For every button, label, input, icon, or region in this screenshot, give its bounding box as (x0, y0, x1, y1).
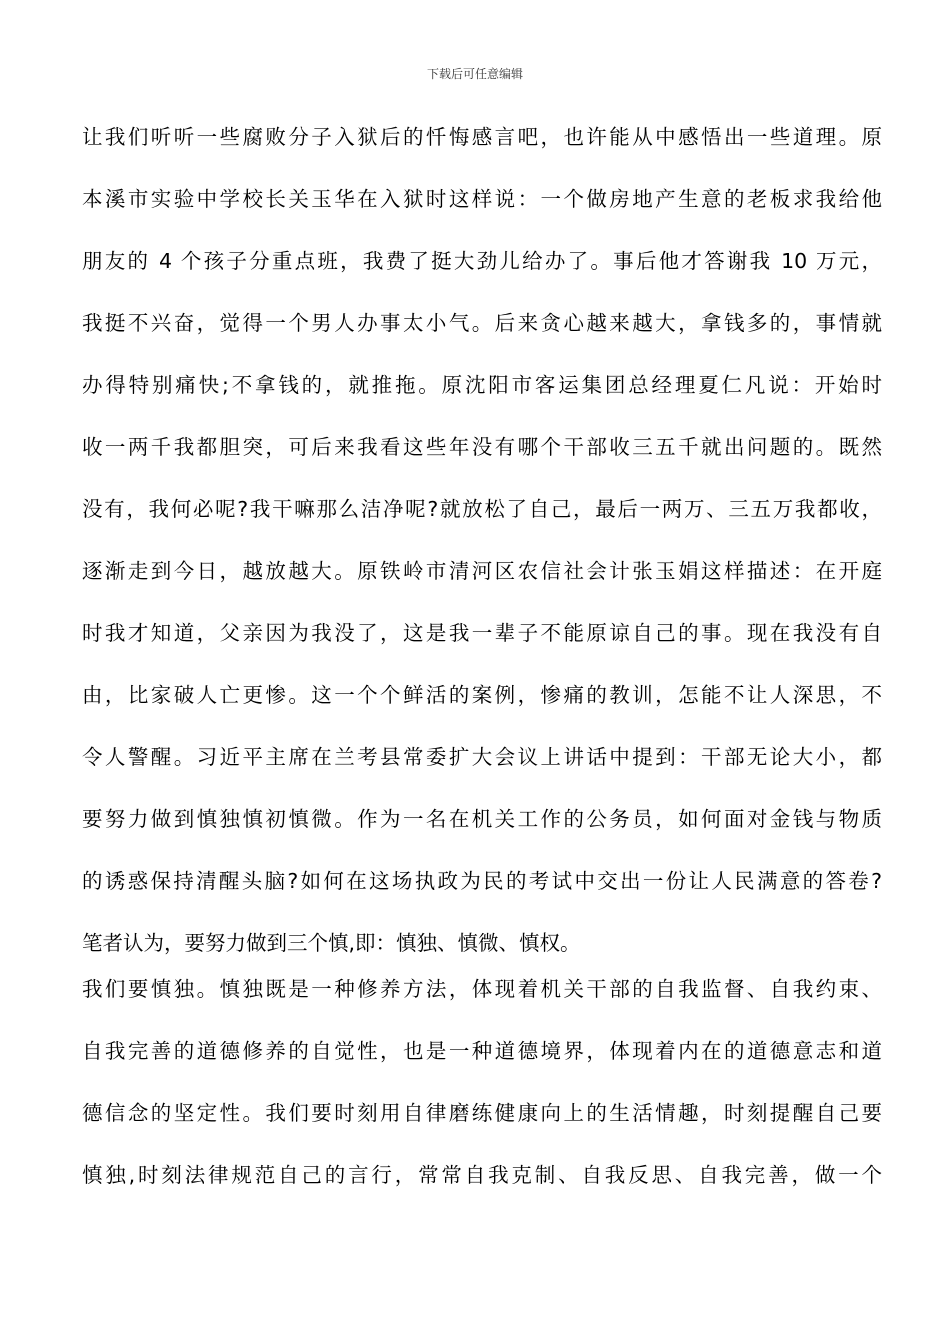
text-line: 笔者认为，要努力做到三个慎,即：慎独、慎微、慎权。 (82, 931, 581, 955)
text-line: 我们要慎独。慎独既是一种修养方法，体现着机关干部的自我监督、自我约束、 (82, 977, 882, 1001)
text-line: 收一两千我都胆突，可后来我看这些年没有哪个干部收三五千就出问题的。既然 (82, 435, 882, 459)
text-line: 逐渐走到今日，越放越大。原铁岭市清河区农信社会计张玉娟这样描述：在开庭 (82, 559, 882, 583)
body-text (82, 116, 882, 1216)
text-line: 没有，我何必呢?我干嘛那么洁净呢?就放松了自己，最后一两万、三五万我都收， (82, 497, 882, 521)
text-line: 的诱惑保持清醒头脑?如何在这场执政为民的考试中交出一份让人民满意的答卷? (82, 869, 882, 893)
text-line: 令人警醒。习近平主席在兰考县常委扩大会议上讲话中提到：干部无论大小，都 (82, 745, 882, 769)
text-line: 要努力做到慎独慎初慎微。作为一名在机关工作的公务员，如何面对金钱与物质 (82, 807, 882, 831)
text-line: 慎独,时刻法律规范自己的言行，常常自我克制、自我反思、自我完善，做一个 (82, 1163, 882, 1187)
text-line: 我挺不兴奋，觉得一个男人办事太小气。后来贪心越来越大，拿钱多的，事情就 (82, 311, 882, 335)
text-line: 让我们听听一些腐败分子入狱后的忏悔感言吧，也许能从中感悟出一些道理。原 (82, 125, 882, 149)
page-header: 下载后可任意编辑 (426, 67, 523, 81)
text-line: 朋友的 4 个孩子分重点班，我费了挺大劲儿给办了。事后他才答谢我 10 万元， (82, 249, 882, 273)
text-line: 德信念的坚定性。我们要时刻用自律磨练健康向上的生活情趣，时刻提醒自己要 (82, 1101, 882, 1125)
text-line: 时我才知道，父亲因为我没了，这是我一辈子不能原谅自己的事。现在我没有自 (82, 621, 882, 645)
text-line: 自我完善的道德修养的自觉性，也是一种道德境界，体现着内在的道德意志和道 (82, 1039, 882, 1063)
text-line: 办得特别痛快;不拿钱的，就推拖。原沈阳市客运集团总经理夏仁凡说：开始时 (82, 373, 882, 397)
text-line: 本溪市实验中学校长关玉华在入狱时这样说：一个做房地产生意的老板求我给他 (82, 187, 882, 211)
text-line: 由，比家破人亡更惨。这一个个鲜活的案例，惨痛的教训，怎能不让人深思，不 (82, 683, 882, 707)
